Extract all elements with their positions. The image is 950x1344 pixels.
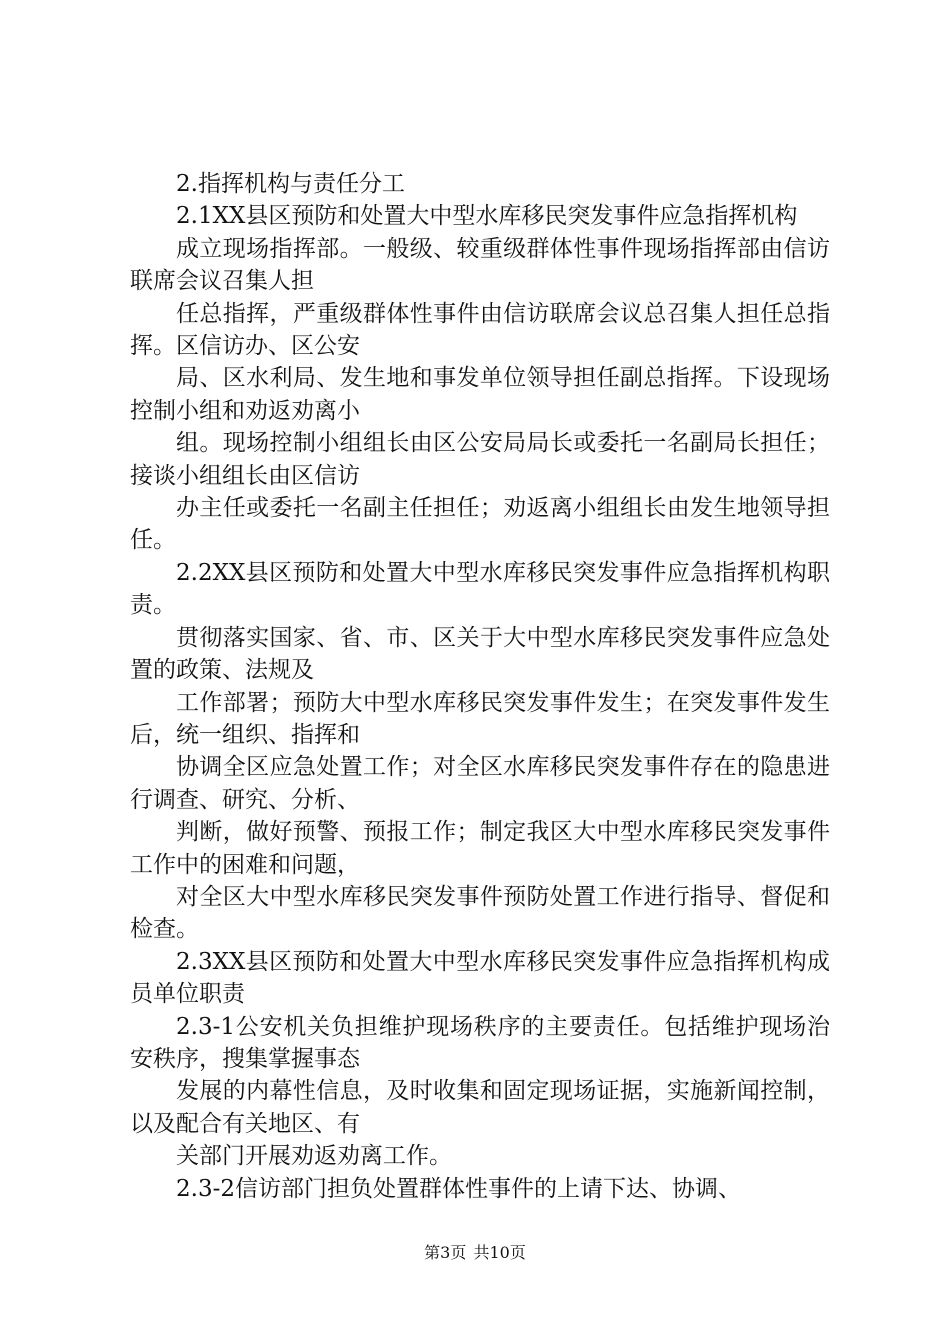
paragraph-5: 局、区水利局、发生地和事发单位领导担任副总指挥。下设现场控制小组和劝返劝离小 <box>130 365 830 424</box>
paragraph-6: 组。现场控制小组组长由区公安局局长或委托一名副局长担任；接谈小组组长由区信访 <box>130 430 830 489</box>
page-number: 第3页 <box>424 1243 467 1262</box>
page-footer <box>0 1242 950 1264</box>
paragraph-9: 贯彻落实国家、省、市、区关于大中型水库移民突发事件应急处置的政策、法规及 <box>130 624 830 684</box>
paragraph-12: 判断，做好预警、预报工作；制定我区大中型水库移民突发事件工作中的困难和问题， <box>130 819 830 878</box>
paragraph-18: 2.3-2信访部门担负处置群体性事件的上请下达、协调、 <box>176 1175 741 1202</box>
paragraph-15: 2.3-1公安机关负担维护现场秩序的主要责任。包括维护现场治安秩序，搜集掌握事态 <box>130 1013 830 1072</box>
paragraph-7: 办主任或委托一名副主任担任；劝返离小组组长由发生地领导担任。 <box>130 495 830 554</box>
paragraph-11: 协调全区应急处置工作；对全区水库移民突发事件存在的隐患进行调查、研究、分析、 <box>130 754 830 813</box>
paragraph-17: 关部门开展劝返劝离工作。 <box>176 1143 452 1170</box>
paragraph-8: 2.2XX县区预防和处置大中型水库移民突发事件应急指挥机构职责。 <box>130 559 830 619</box>
document-body <box>130 168 830 1205</box>
paragraph-13: 对全区大中型水库移民突发事件预防处置工作进行指导、督促和检查。 <box>130 883 830 943</box>
paragraph-14: 2.3XX县区预防和处置大中型水库移民突发事件应急指挥机构成员单位职责 <box>130 948 830 1008</box>
paragraph-4: 任总指挥，严重级群体性事件由信访联席会议总召集人担任总指挥。区信访办、区公安 <box>130 300 830 360</box>
page-total: 共10页 <box>473 1243 526 1262</box>
paragraph-3: 成立现场指挥部。一般级、较重级群体性事件现场指挥部由信访联席会议召集人担 <box>130 235 830 295</box>
paragraph-2: 2.1XX县区预防和处置大中型水库移民突发事件应急指挥机构 <box>176 203 798 230</box>
paragraph-1: 2.指挥机构与责任分工 <box>176 171 405 197</box>
paragraph-16: 发展的内幕性信息，及时收集和固定现场证据，实施新闻控制，以及配合有关地区、有 <box>130 1078 830 1137</box>
paragraph-10: 工作部署；预防大中型水库移民突发事件发生；在突发事件发生后，统一组织、指挥和 <box>130 689 830 748</box>
